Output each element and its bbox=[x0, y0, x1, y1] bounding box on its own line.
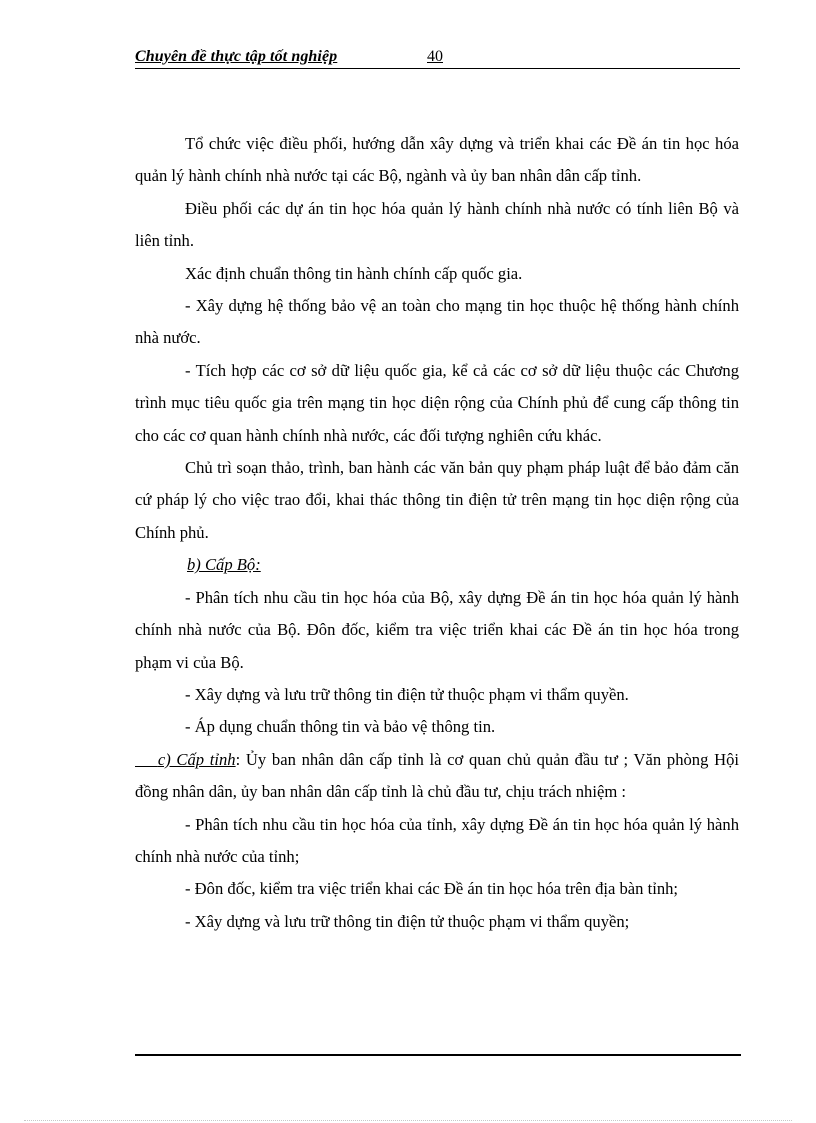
section-b-heading: b) Cấp Bộ: bbox=[187, 555, 261, 575]
page-edge-dotted-line bbox=[24, 1120, 792, 1121]
list-item: - Phân tích nhu cầu tin học hóa của Bộ, xây dựng Đề án tin học hóa quản lý hành chính nhà nước của Bộ. Đôn đốc, kiểm tra việc triển khai các Đề án tin học hóa trong phạm vi của Bộ. bbox=[135, 587, 739, 672]
paragraph: - Xây dựng hệ thống bảo vệ an toàn cho mạng tin học thuộc hệ thống hành chính nhà nước. bbox=[135, 296, 739, 348]
paragraph: Xác định chuẩn thông tin hành chính cấp quốc gia. bbox=[185, 263, 523, 283]
header-title: Chuyên đề thực tập tốt nghiệp bbox=[135, 48, 338, 65]
section-c-paragraph bbox=[135, 744, 739, 809]
list-item: - Xây dựng và lưu trữ thông tin điện tử thuộc phạm vi thẩm quyền. bbox=[185, 684, 629, 704]
section-c-heading-text: c) Cấp tỉnh bbox=[157, 749, 236, 769]
footer-rule bbox=[135, 1054, 741, 1056]
section-c-intro: : Ủy ban nhân dân cấp tỉnh là cơ quan chủ quản đầu tư ; Văn phòng Hội đồng nhân dân, ủy ban nhân dân cấp tỉnh là chủ đầu tư, chịu trách nhiệm : bbox=[135, 749, 739, 802]
paragraph: Chủ trì soạn thảo, trình, ban hành các văn bản quy phạm pháp luật để bảo đảm căn cứ pháp lý cho việc trao đổi, khai thác thông tin điện tử trên mạng tin học diện rộng của Chính phủ. bbox=[135, 458, 739, 542]
document-body bbox=[135, 128, 739, 938]
list-item: - Phân tích nhu cầu tin học hóa của tỉnh, xây dựng Đề án tin học hóa quản lý hành chính nhà nước của tỉnh; bbox=[135, 814, 739, 866]
list-item: - Áp dụng chuẩn thông tin và bảo vệ thông tin. bbox=[185, 717, 496, 737]
paragraph: Tổ chức việc điều phối, hướng dẫn xây dựng và triển khai các Đề án tin học hóa quản lý hành chính nhà nước tại các Bộ, ngành và ủy ban nhân dân cấp tỉnh. bbox=[135, 134, 739, 186]
paragraph: - Tích hợp các cơ sở dữ liệu quốc gia, kể cả các cơ sở dữ liệu thuộc các Chương trình mục tiêu quốc gia trên mạng tin học diện rộng của Chính phủ để cung cấp thông tin cho các cơ quan hành chính nhà nước, các đối tượng nghiên cứu khác. bbox=[135, 360, 739, 445]
page-header bbox=[135, 48, 740, 69]
list-item: - Xây dựng và lưu trữ thông tin điện tử thuộc phạm vi thẩm quyền; bbox=[185, 911, 630, 931]
list-item: - Đôn đốc, kiểm tra việc triển khai các Đề án tin học hóa trên địa bàn tỉnh; bbox=[185, 879, 679, 899]
page-number: 40 bbox=[427, 48, 443, 65]
section-c-heading bbox=[135, 750, 236, 769]
paragraph: Điều phối các dự án tin học hóa quản lý hành chính nhà nước có tính liên Bộ và liên tỉnh. bbox=[135, 198, 739, 251]
